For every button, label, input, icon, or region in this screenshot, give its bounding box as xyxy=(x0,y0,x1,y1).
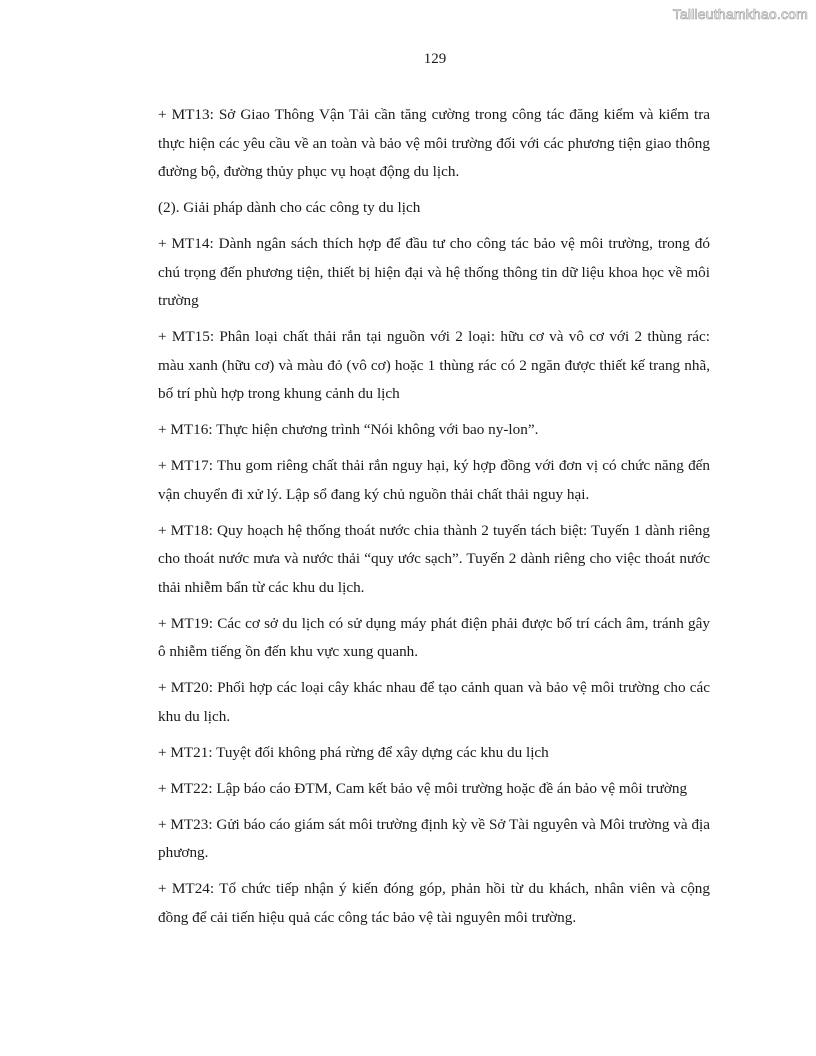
paragraph-mt17: + MT17: Thu gom riêng chất thải rắn nguy hại, ký hợp đồng với đơn vị có chức năng đến vận chuyển đi xử lý. Lập sổ đang ký chủ nguồn thải chất thải nguy hại. xyxy=(158,457,710,503)
paragraph-mt19: + MT19: Các cơ sở du lịch có sử dụng máy phát điện phải được bố trí cách âm, tránh gây ô nhiễm tiếng ồn đến khu vực xung quanh. xyxy=(158,614,710,660)
paragraph-mt15: + MT15: Phân loại chất thải rắn tại nguồn với 2 loại: hữu cơ và vô cơ với 2 thùng rác: màu xanh (hữu cơ) và màu đỏ (vô cơ) hoặc 1 thùng rác có 2 ngăn được thiết kế trang nhã, bố trí phù hợp trong khung cảnh du lịch xyxy=(158,328,710,402)
paragraph-mt24: + MT24: Tổ chức tiếp nhận ý kiến đóng góp, phản hồi từ du khách, nhân viên và cộng đồng để cải tiến hiệu quả các công tác bảo vệ tài nguyên môi trường. xyxy=(158,880,710,926)
page-number: 129 xyxy=(423,51,447,67)
section-heading-tour-companies: (2). Giải pháp dành cho các công ty du lịch xyxy=(158,199,421,216)
paragraph-mt23: + MT23: Gửi báo cáo giám sát môi trường định kỳ về Sở Tài nguyên và Môi trường và địa phương. xyxy=(158,815,710,861)
paragraph-mt14: + MT14: Dành ngân sách thích hợp để đầu tư cho công tác bảo vệ môi trường, trong đó chú trọng đến phương tiện, thiết bị hiện đại và hệ thống thông tin dữ liệu khoa học về môi trường xyxy=(158,235,710,309)
paragraph-mt21: + MT21: Tuyệt đối không phá rừng để xây dựng các khu du lịch xyxy=(158,743,549,761)
watermark-text: Tailieuthamkhao.com xyxy=(672,6,808,22)
paragraph-mt18: + MT18: Quy hoạch hệ thống thoát nước chia thành 2 tuyến tách biệt: Tuyến 1 dành riêng cho thoát nước mưa và nước thải “quy ước sạch”. Tuyến 2 dành riêng cho việc thoát nước thải nhiễm bẩn từ các khu du lịch. xyxy=(158,521,710,596)
paragraph-mt20: + MT20: Phối hợp các loại cây khác nhau để tạo cảnh quan và bảo vệ môi trường cho các khu du lịch. xyxy=(158,679,710,725)
paragraph-mt16: + MT16: Thực hiện chương trình “Nói không với bao ny-lon”. xyxy=(158,421,539,438)
paragraph-mt22: + MT22: Lập báo cáo ĐTM, Cam kết bảo vệ môi trường hoặc đề án bảo vệ môi trường xyxy=(158,779,688,797)
paragraph-mt13: + MT13: Sở Giao Thông Vận Tải cần tăng cường trong công tác đăng kiểm và kiểm tra thực hiện các yêu cầu về an toàn và bảo vệ môi trường đối với các phương tiện giao thông đường bộ, đường thủy phục vụ hoạt động du lịch. xyxy=(158,106,710,180)
document-body xyxy=(158,101,710,940)
